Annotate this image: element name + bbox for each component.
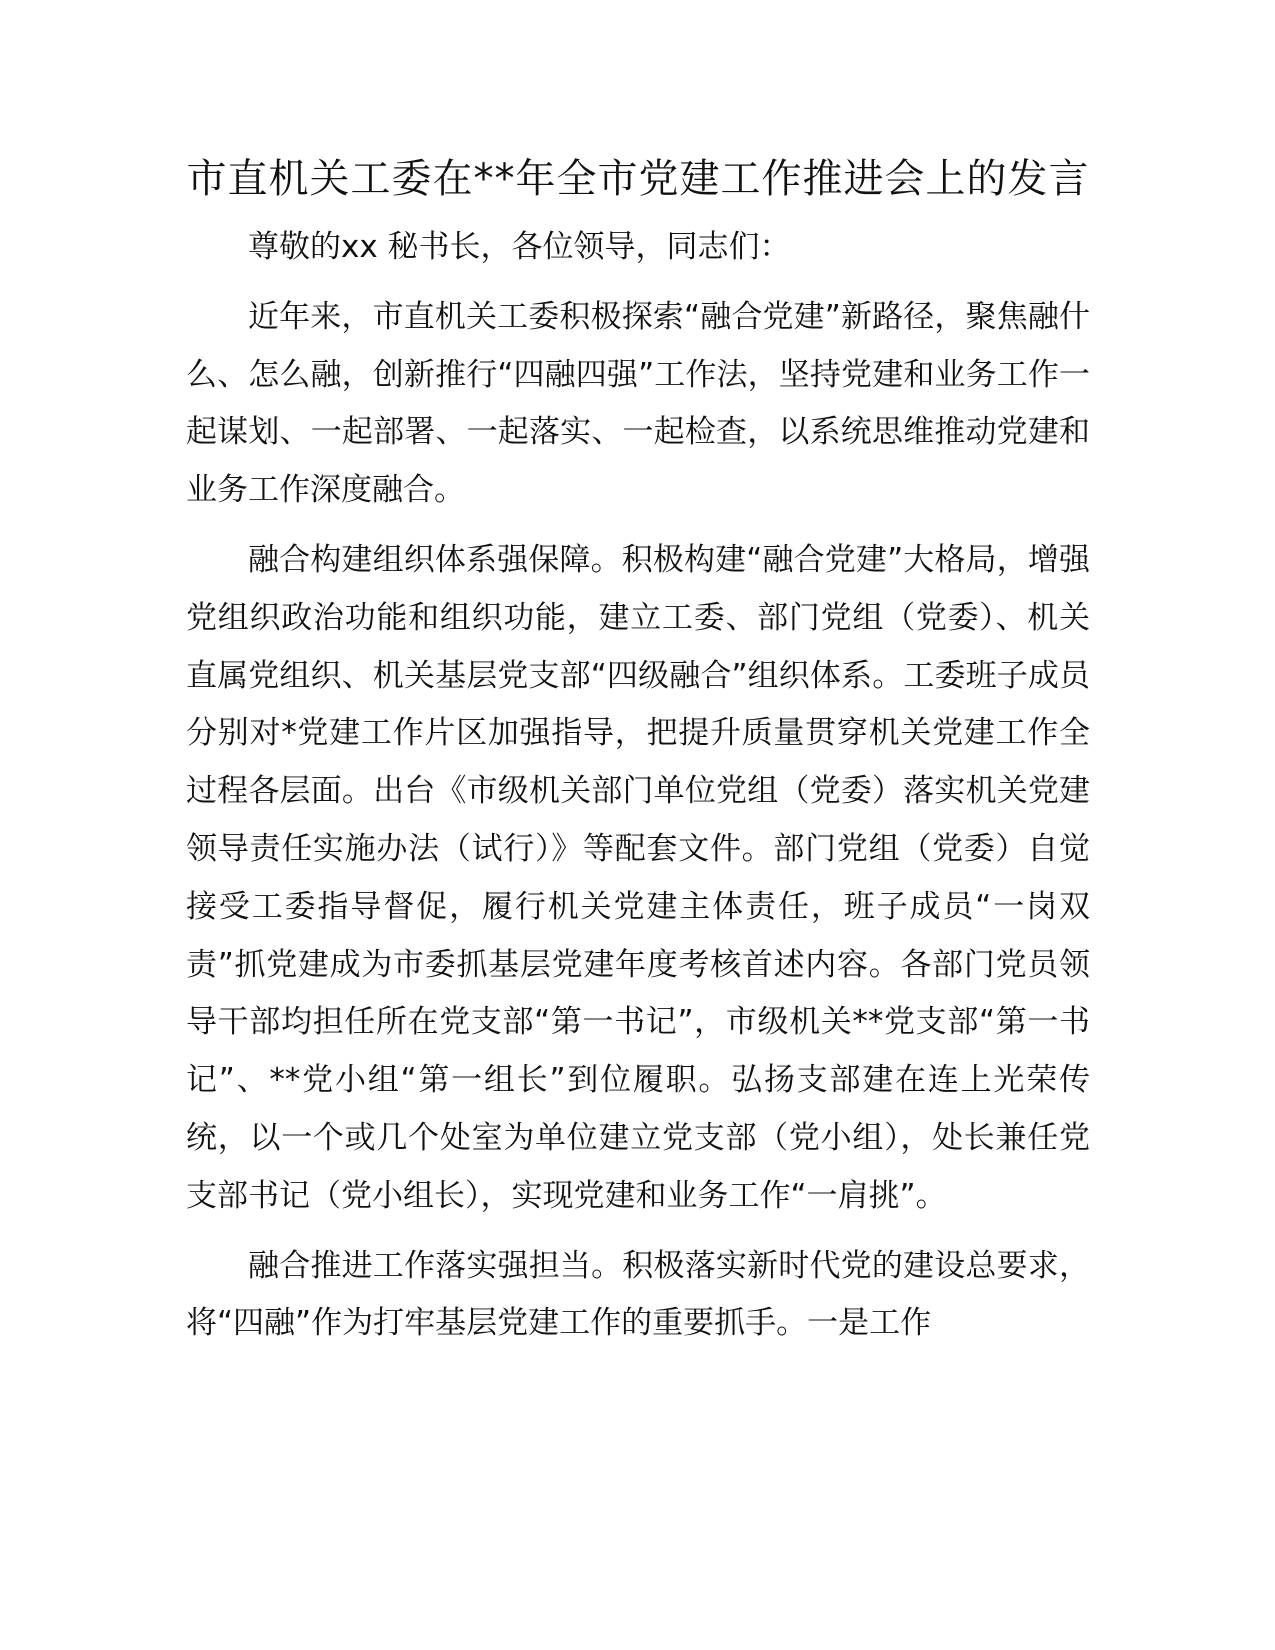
paragraph-organization-system: 融合构建组织体系强保障。积极构建“融合党建”大格局，增强党组织政治功能和组织功能，建立工委、部门党组（党委）、机关直属党组织、机关基层党支部“四级融合”组织体系。工委班子成员分别对*党建工作片区加强指导，把提升质量贯穿机关党建工作全过程各层面。出台《市级机关部门单位党组（党委）落实机关党建领导责任实施办法（试行）》等配套文件。部门党组（党委）自觉接受工委指导督促，履行机关党建主体责任，班子成员“一岗双责”抓党建成为市委抓基层党建年度考核首述内容。各部门党员领导干部均担任所在党支部“第一书记”，市级机关**党支部“第一书记”、**党小组“第一组长”到位履职。弘扬支部建在连上光荣传统，以一个或几个处室为单位建立党支部（党小组），处长兼任党支部书记（党小组长），实现党建和业务工作“一肩挑”。 bbox=[186, 541, 1090, 1214]
document-page bbox=[186, 150, 1090, 1353]
paragraph-work-implementation: 融合推进工作落实强担当。积极落实新时代党的建设总要求，将“四融”作为打牢基层党建工作的重要抓手。一是工作 bbox=[186, 1247, 1090, 1342]
paragraph-intro: 近年来，市直机关工委积极探索“融合党建”新路径，聚焦融什么、怎么融，创新推行“四融四强”工作法，坚持党建和业务工作一起谋划、一起部署、一起落实、一起检查，以系统思维推动党建和业务工作深度融合。 bbox=[186, 298, 1090, 509]
document-title: 市直机关工委在**年全市党建工作推进会上的发言 bbox=[186, 156, 1090, 202]
salutation: 尊敬的xx 秘书长，各位领导，同志们： bbox=[248, 229, 791, 265]
